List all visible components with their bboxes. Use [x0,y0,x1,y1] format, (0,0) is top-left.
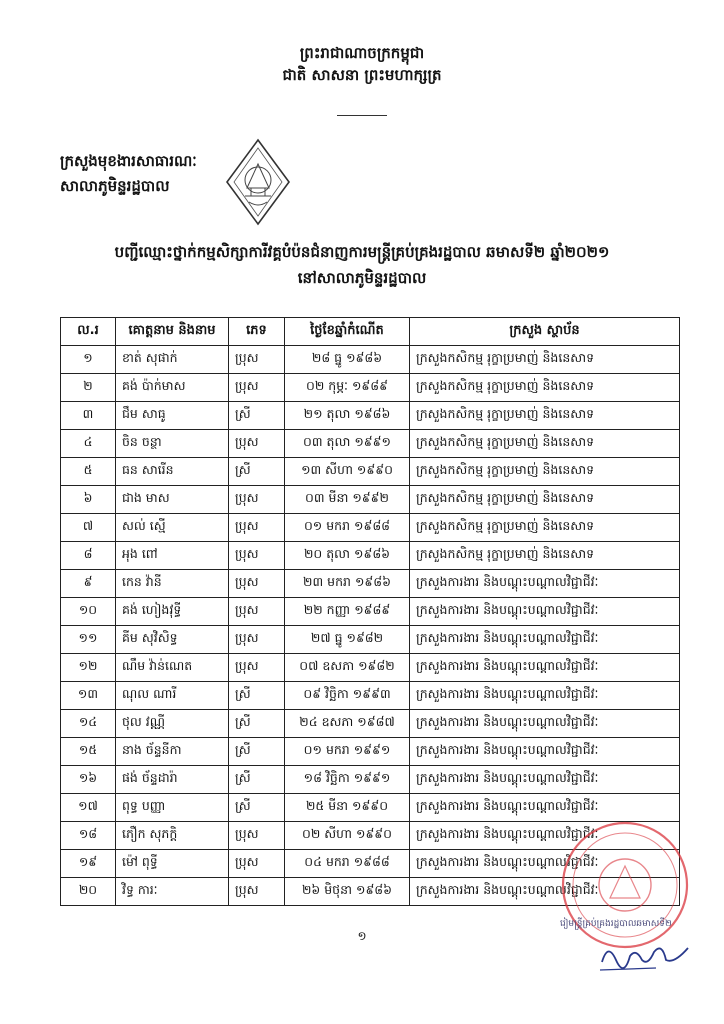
cell-dob: ២១ តុលា ១៩៨៦ [285,402,410,430]
cell-dob: ២៤ ឧសភា ១៩៨៧ [285,710,410,738]
cell-dob: ០៣ តុលា ១៩៩១ [285,430,410,458]
cell-name: ថុល វណ្ណី [116,710,229,738]
cell-sex: ប្រុស [229,822,285,850]
cell-dob: ០៩ វិច្ឆិកា ១៩៩៣ [285,682,410,710]
cell-number: ១៨ [61,822,116,850]
cell-sex: ស្រី [229,766,285,794]
cell-number: ៩ [61,570,116,598]
cell-sex: ស្រី [229,794,285,822]
cell-number: ១១ [61,626,116,654]
cell-sex: ប្រុស [229,626,285,654]
table-row [61,430,680,458]
cell-dob: ២៧ ធ្នូ ១៩៨២ [285,626,410,654]
cell-dob: ០៤ មករា ១៩៨៨ [285,850,410,878]
cell-name: ចិន ចន្ថា [116,430,229,458]
cell-sex: ស្រី [229,738,285,766]
cell-dob: ២៣ មករា ១៩៨៦ [285,570,410,598]
cell-name: ខាត់ សុផាក់ [116,346,229,374]
cell-sex: ស្រី [229,402,285,430]
cell-sex: ប្រុស [229,374,285,402]
cell-name: ណឹម វ៉ាន់ណេត [116,654,229,682]
cell-dob: ២៥ មីនា ១៩៩០ [285,794,410,822]
cell-name: សល់ ស្មើ [116,514,229,542]
kingdom-heading: ព្រះរាជាណាចក្រកម្ពុជា [299,44,425,62]
cell-dob: ២០ តុលា ១៩៨៦ [285,542,410,570]
cell-institution: ក្រសួងការងារ និងបណ្តុះបណ្តាលវិជ្ជាជីវៈ [410,738,680,766]
cell-name: ជឹម សាធូ [116,402,229,430]
cell-institution: ក្រសួងការងារ និងបណ្តុះបណ្តាលវិជ្ជាជីវៈ [410,710,680,738]
cell-dob: ០៣ មីនា ១៩៩២ [285,486,410,514]
cell-institution: ក្រសួងការងារ និងបណ្តុះបណ្តាលវិជ្ជាជីវៈ [410,794,680,822]
table-row [61,710,680,738]
table-row [61,542,680,570]
cell-name: ណុល ណារី [116,682,229,710]
cell-dob: ១៨ វិច្ឆិកា ១៩៩១ [285,766,410,794]
cell-institution: ក្រសួងការងារ និងបណ្តុះបណ្តាលវិជ្ជាជីវៈ [410,626,680,654]
table-row [61,682,680,710]
table-row [61,598,680,626]
cell-number: ២០ [61,878,116,906]
cell-institution: ក្រសួងការងារ និងបណ្តុះបណ្តាលវិជ្ជាជីវៈ [410,878,680,906]
cell-dob: ២៨ ធ្នូ ១៩៨៦ [285,346,410,374]
table-row [61,626,680,654]
document-title: បញ្ជីឈ្មោះថ្នាក់កម្មសិក្សាការីវគ្គបំប៉នជំនាញការមន្ត្រីគ្រប់គ្រងរដ្ឋបាល ឆមាសទី២ ឆ្នាំ២០២១ [114,243,610,261]
cell-number: ៤ [61,430,116,458]
cell-number: ៦ [61,486,116,514]
cell-institution: ក្រសួងកសិកម្ម រុក្ខាប្រមាញ់ និងនេសាទ [410,542,680,570]
col-header-institution: ក្រសួង ស្ថាប័ន [410,318,680,346]
cell-name: គង់ ប៉ាក់មាស [116,374,229,402]
cell-dob: ២៦ មិថុនា ១៩៨៦ [285,878,410,906]
cell-sex: ប្រុស [229,514,285,542]
cell-institution: ក្រសួងការងារ និងបណ្តុះបណ្តាលវិជ្ជាជីវៈ [410,598,680,626]
cell-sex: ស្រី [229,710,285,738]
cell-number: ១២ [61,654,116,682]
cell-name: អុង ពៅ [116,542,229,570]
cell-institution: ក្រសួងកសិកម្ម រុក្ខាប្រមាញ់ និងនេសាទ [410,458,680,486]
cell-dob: ០១ មករា ១៩៨៨ [285,514,410,542]
table-row [61,570,680,598]
cell-number: ១០ [61,598,116,626]
cell-sex: ប្រុស [229,430,285,458]
cell-institution: ក្រសួងការងារ និងបណ្តុះបណ្តាលវិជ្ជាជីវៈ [410,822,680,850]
cell-institution: ក្រសួងការងារ និងបណ្តុះបណ្តាលវិជ្ជាជីវៈ [410,570,680,598]
cell-number: ១៩ [61,850,116,878]
table-header-row [61,318,680,346]
cell-dob: ២២ កញ្ញា ១៩៨៩ [285,598,410,626]
table-row [61,514,680,542]
cell-name: ភឿក សុភក្តិ [116,822,229,850]
cell-sex: ប្រុស [229,598,285,626]
table-row [61,374,680,402]
cell-sex: ប្រុស [229,346,285,374]
header-divider [337,115,387,116]
stamp-caption: រៀមន្ត្រីគ្រប់គ្រងរដ្ឋបាលឆមាសទី២ [560,919,672,929]
cell-number: ១៤ [61,710,116,738]
cell-institution: ក្រសួងការងារ និងបណ្តុះបណ្តាលវិជ្ជាជីវៈ [410,682,680,710]
cell-number: ៥ [61,458,116,486]
cell-number: ៣ [61,402,116,430]
cell-dob: ០១ មករា ១៩៩១ [285,738,410,766]
cell-number: ១៧ [61,794,116,822]
cell-institution: ក្រសួងការងារ និងបណ្តុះបណ្តាលវិជ្ជាជីវៈ [410,766,680,794]
school-name: សាលាភូមិន្ទរដ្ឋបាល [60,177,170,195]
cell-institution: ក្រសួងការងារ និងបណ្តុះបណ្តាលវិជ្ជាជីវៈ [410,850,680,878]
col-header-sex: ភេទ [229,318,285,346]
cell-number: ១៣ [61,682,116,710]
cell-name: គីម សុវិសិទ្ធ [116,626,229,654]
table-row [61,766,680,794]
cell-name: គង់ ហៀងវុទ្ធី [116,598,229,626]
cell-name: កេន វ៉ានី [116,570,229,598]
cell-dob: ០២ សីហា ១៩៩០ [285,822,410,850]
cell-sex: ប្រុស [229,486,285,514]
cell-institution: ក្រសួងកសិកម្ម រុក្ខាប្រមាញ់ និងនេសាទ [410,346,680,374]
cell-number: ១៥ [61,738,116,766]
school-emblem-icon [225,138,291,226]
cell-number: ៧ [61,514,116,542]
cell-sex: ប្រុស [229,542,285,570]
table-row [61,458,680,486]
cell-sex: ប្រុស [229,878,285,906]
national-motto: ជាតិ សាសនា ព្រះមហាក្សត្រ [282,66,442,84]
cell-institution: ក្រសួងកសិកម្ម រុក្ខាប្រមាញ់ និងនេសាទ [410,402,680,430]
cell-institution: ក្រសួងកសិកម្ម រុក្ខាប្រមាញ់ និងនេសាទ [410,374,680,402]
table-row [61,486,680,514]
cell-institution: ក្រសួងកសិកម្ម រុក្ខាប្រមាញ់ និងនេសាទ [410,430,680,458]
cell-name: ជាង មាស [116,486,229,514]
table-row [61,346,680,374]
cell-number: ៨ [61,542,116,570]
cell-sex: ស្រី [229,458,285,486]
table-row [61,738,680,766]
cell-institution: ក្រសួងកសិកម្ម រុក្ខាប្រមាញ់ និងនេសាទ [410,486,680,514]
cell-sex: ប្រុស [229,850,285,878]
cell-name: ផង់ ច័ន្ទដារ៉ា [116,766,229,794]
document-subtitle: នៅសាលាភូមិន្ទរដ្ឋបាល [297,269,427,287]
cell-name: ធន សារើន [116,458,229,486]
col-header-dob: ថ្ងៃខែឆ្នាំកំណើត [285,318,410,346]
page-number: ១ [357,929,367,943]
table-row [61,402,680,430]
cell-dob: ០៧ ឧសភា ១៩៨២ [285,654,410,682]
col-header-name: គោត្តនាម និងនាម [116,318,229,346]
cell-name: ពុទ្ធ បញ្ញា [116,794,229,822]
cell-dob: ១៣ សីហា ១៩៩០ [285,458,410,486]
cell-name: នាង ច័ន្ទនីកា [116,738,229,766]
cell-number: ១ [61,346,116,374]
cell-sex: ស្រី [229,682,285,710]
cell-name: ម៉ៅ ពុទ្ធី [116,850,229,878]
cell-sex: ប្រុស [229,654,285,682]
col-header-number: ល.រ [61,318,116,346]
cell-institution: ក្រសួងកសិកម្ម រុក្ខាប្រមាញ់ និងនេសាទ [410,514,680,542]
cell-dob: ០២ កុម្ភៈ ១៩៨៩ [285,374,410,402]
cell-number: ២ [61,374,116,402]
table-row [61,654,680,682]
cell-sex: ប្រុស [229,570,285,598]
ministry-name: ក្រសួងមុខងារសាធារណៈ [60,152,197,170]
cell-institution: ក្រសួងការងារ និងបណ្តុះបណ្តាលវិជ្ជាជីវៈ [410,654,680,682]
cell-number: ១៦ [61,766,116,794]
cell-name: វិទ្ធ ការៈ [116,878,229,906]
